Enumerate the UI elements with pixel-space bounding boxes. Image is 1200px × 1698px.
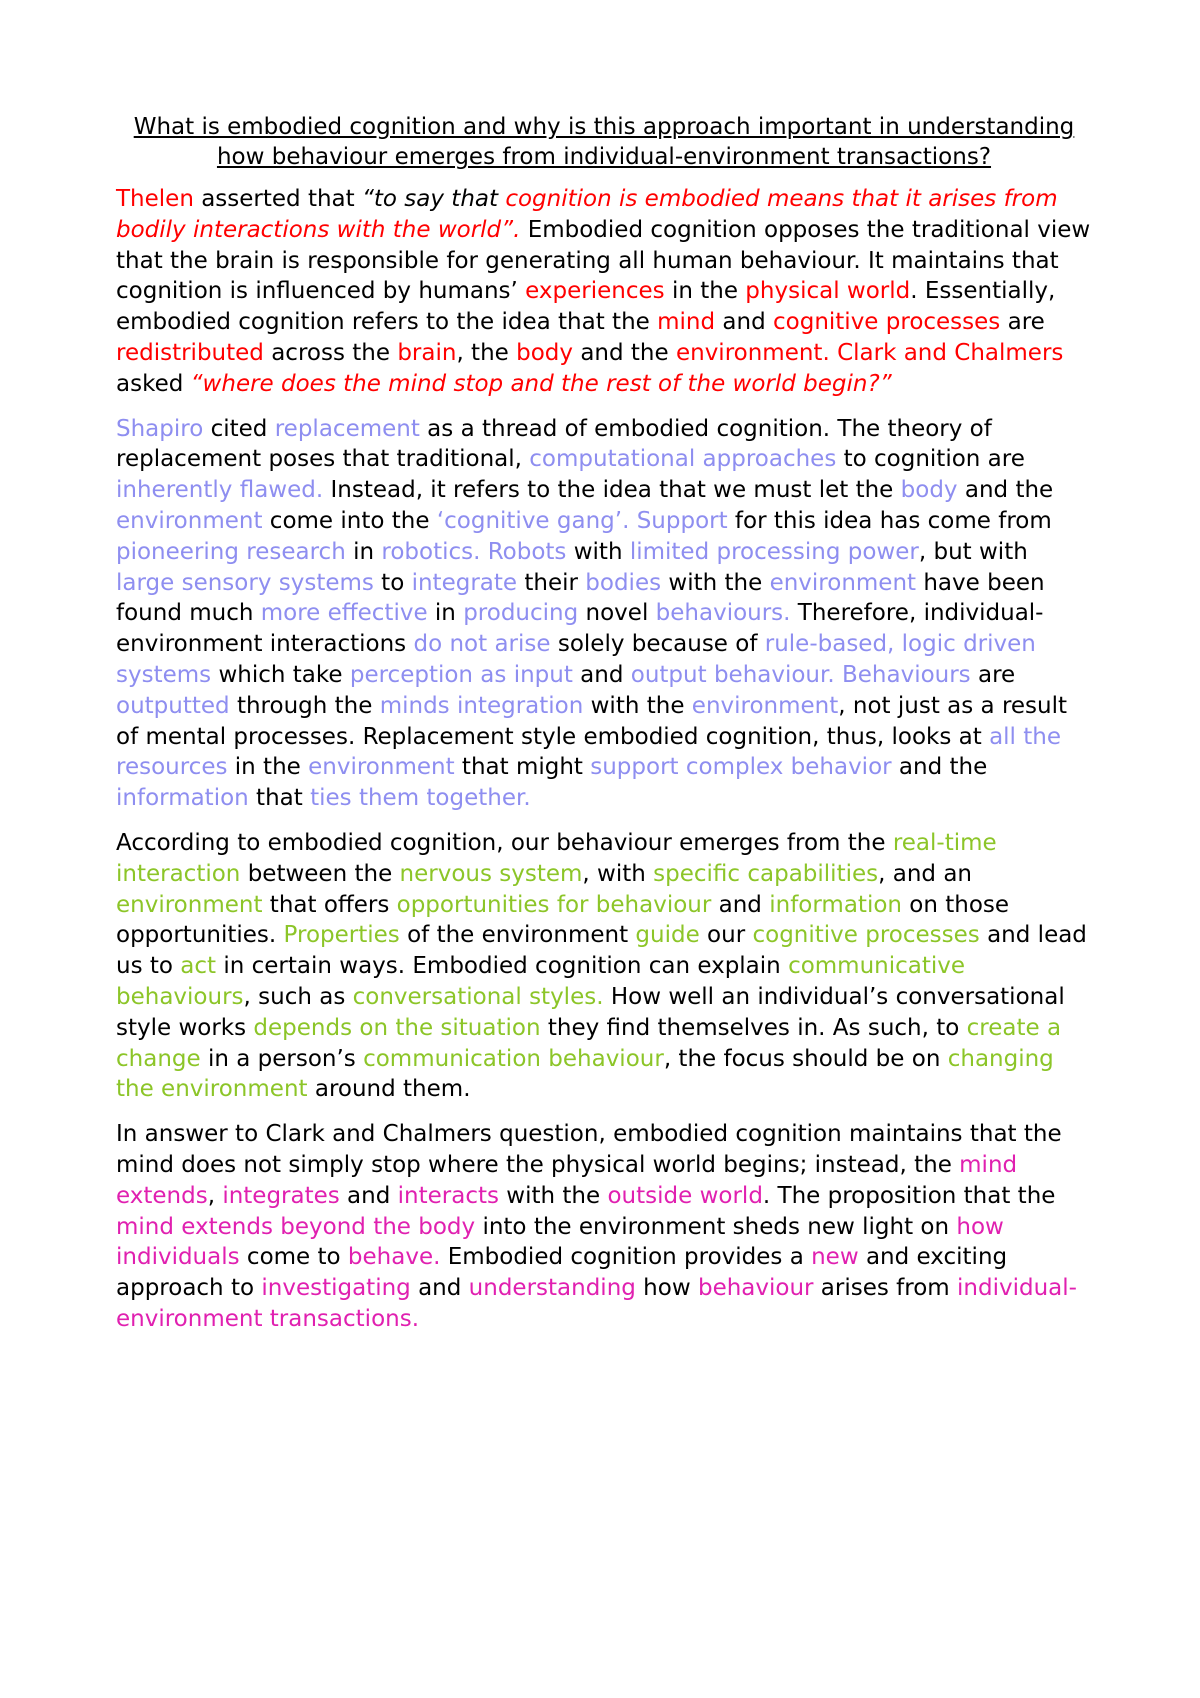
text-run: interacts	[397, 1182, 499, 1209]
text-run: pioneering research	[116, 538, 346, 565]
text-run: environment	[308, 754, 455, 781]
text-run: that	[248, 785, 311, 812]
text-run: into the environment sheds new light on	[475, 1213, 957, 1240]
text-run: information	[116, 785, 249, 812]
text-run: body	[900, 477, 958, 504]
text-run: that offers	[262, 891, 397, 918]
text-run: behaviour	[697, 1275, 814, 1302]
text-run: According to embodied cognition, our behaviour emerges from the	[116, 829, 893, 856]
text-run: nervous system	[399, 860, 583, 887]
text-run: act	[180, 953, 217, 980]
text-run: experiences	[525, 278, 665, 305]
text-run: communication behaviour	[363, 1045, 664, 1072]
text-run: perception as input	[349, 661, 573, 688]
text-run: to	[373, 569, 412, 596]
text-run: opportunities for behaviour	[396, 891, 712, 918]
text-run: limited processing power	[629, 538, 919, 565]
text-run: support complex behavior	[590, 754, 892, 781]
text-run: behave.	[347, 1244, 441, 1271]
text-run: “to say that	[361, 186, 506, 212]
text-run: come to	[239, 1244, 348, 1271]
text-run: and exciting approach to	[116, 1244, 1015, 1302]
paragraph-replacement	[116, 414, 1092, 814]
text-run: with the	[583, 692, 692, 719]
text-run: behaviours.	[655, 600, 791, 627]
text-run: individual-environment transactions.	[116, 1275, 1077, 1332]
text-run: on those opportunities.	[116, 891, 1017, 949]
text-run: Thelen	[116, 186, 194, 212]
text-run: solely because of	[550, 631, 765, 658]
text-run: more effective	[260, 600, 428, 627]
text-run: large sensory systems	[116, 569, 374, 596]
text-run: integrates	[222, 1182, 340, 1209]
text-run: create a change	[116, 1014, 1069, 1072]
text-run: mind extends	[116, 1151, 1025, 1209]
text-run: cognitive processes	[752, 922, 980, 949]
text-run: they find themselves in. As such, to	[540, 1014, 967, 1041]
text-run: are	[970, 661, 1023, 688]
text-run: of the environment	[399, 922, 636, 949]
text-run: , and an	[878, 860, 980, 887]
text-run: their	[517, 569, 586, 596]
paragraph-definition	[116, 184, 1098, 400]
text-run: and	[715, 309, 773, 336]
text-run: asserted that	[193, 186, 362, 212]
document-body	[116, 112, 1098, 1349]
text-run: mind extends beyond the body	[116, 1213, 476, 1240]
text-run: bodies	[585, 569, 662, 596]
paragraph-behaviour-emergence	[116, 828, 1095, 1105]
text-run: , with	[582, 860, 654, 887]
text-run: integrate	[411, 569, 518, 596]
text-run: how individuals	[116, 1213, 1012, 1271]
text-run: and the	[891, 754, 995, 781]
text-run: Embodied cognition provides a	[440, 1244, 812, 1271]
text-run: specific capabilities	[653, 860, 879, 887]
text-run: , such as	[243, 983, 353, 1010]
text-run: with the	[499, 1182, 608, 1209]
text-run: redistributed	[116, 339, 264, 366]
text-run: Instead, it refers to the idea that we must let the	[323, 477, 901, 504]
text-run: through the	[229, 692, 380, 719]
text-run: in	[427, 600, 464, 627]
text-run: environment	[116, 507, 263, 534]
text-run: Therefore, individual-environment interactions	[116, 600, 1044, 658]
text-run: for this idea has come from	[727, 507, 1060, 534]
text-run: producing	[463, 600, 579, 627]
text-run: , but with	[918, 538, 1036, 565]
text-run: do not arise	[413, 631, 551, 658]
text-run: come into the	[262, 507, 437, 534]
text-run: Properties	[283, 922, 400, 949]
text-run: cited	[203, 415, 275, 442]
text-run: understanding	[468, 1275, 636, 1302]
text-run: inherently flawed.	[116, 477, 324, 504]
text-run: asked	[116, 339, 1071, 397]
text-run: , the focus should be on	[663, 1045, 948, 1072]
text-run: output behaviour. Behaviours	[630, 661, 971, 688]
text-run: which take	[211, 661, 350, 688]
text-run: environment	[769, 569, 917, 596]
text-run: . The proposition that the	[762, 1182, 1063, 1209]
text-run: outputted	[116, 692, 230, 719]
text-run: as a thread of embodied cognition. The theory of replacement poses that traditional,	[116, 415, 1000, 473]
text-run: robotics. Robots	[381, 538, 567, 565]
text-run: all the resources	[116, 723, 1069, 781]
text-run: How well an individual’s conversational style works	[116, 983, 1073, 1041]
text-run: communicative behaviours	[116, 953, 973, 1010]
document-title: What is embodied cognition and why is this approach important in understanding how behaviour emerges from individual-environment transactions?	[133, 114, 1075, 170]
text-run: brain	[397, 339, 457, 366]
text-run: and	[572, 661, 631, 688]
text-run: outside world	[607, 1182, 763, 1209]
text-run: “where does the mind stop and the rest of the world begin?”	[190, 370, 892, 397]
text-run: Embodied cognition opposes the traditional view that the brain is responsible for generating all human behaviour. It maintains that cognition is influenced by humans’	[116, 216, 1098, 305]
paragraph-conclusion	[116, 1119, 1092, 1335]
text-run: with the	[661, 569, 770, 596]
text-run: mind	[657, 309, 716, 336]
text-run: conversational styles.	[352, 983, 604, 1010]
text-run: Shapiro	[116, 415, 204, 442]
text-run: cognitive processes	[773, 309, 1001, 336]
text-run: rule-based, logic driven systems	[116, 631, 1044, 688]
text-run: between the	[240, 860, 400, 887]
text-run: In answer to Clark and Chalmers question, embodied cognition maintains that the mind does not simply stop where the physical world begins; instead, the	[116, 1121, 1069, 1178]
text-run: around them.	[307, 1076, 471, 1103]
text-run: ‘cognitive gang’. Support	[436, 507, 728, 534]
text-run: are	[1000, 309, 1053, 336]
text-run: with	[566, 538, 630, 565]
text-run: have been found much	[116, 569, 1052, 627]
text-run: novel	[578, 600, 656, 627]
text-run: across the	[263, 339, 398, 366]
text-run: investigating	[261, 1275, 411, 1302]
text-run: new	[811, 1244, 859, 1271]
text-run: , the	[456, 339, 517, 366]
text-run: physical world	[745, 278, 911, 305]
text-run: environment. Clark and Chalmers	[675, 339, 1064, 366]
text-run: in certain ways. Embodied cognition can explain	[216, 953, 789, 980]
text-run: how	[635, 1275, 698, 1302]
text-run: information	[769, 891, 902, 918]
text-run: and lead us to	[116, 922, 1095, 980]
text-run: body	[516, 339, 574, 366]
text-run: depends on the situation	[253, 1014, 541, 1041]
text-run: computational approaches	[529, 446, 837, 473]
text-run: environment	[116, 891, 263, 918]
text-run: and the	[573, 339, 676, 366]
text-run: minds integration	[379, 692, 584, 719]
text-run: real-time interaction	[116, 829, 1004, 887]
text-run: and	[339, 1182, 398, 1209]
text-run: cognition is embodied means that it arises from bodily interactions with the world”.	[116, 186, 1065, 243]
text-run: in a person’s	[200, 1045, 364, 1072]
text-run: environment	[691, 692, 839, 719]
text-run: arises from	[813, 1275, 958, 1302]
text-run: and	[711, 891, 770, 918]
text-run: . Essentially, embodied cognition refers to the idea that the	[116, 278, 1063, 336]
text-run: , not just as a result of mental processes. Replacement style embodied cognition, thus, looks at	[116, 692, 1075, 750]
text-run: in	[345, 538, 382, 565]
text-run: and	[410, 1275, 469, 1302]
text-run: ties them together.	[310, 785, 531, 812]
text-run: that might	[454, 754, 591, 781]
text-run: to cognition are	[836, 446, 1033, 473]
text-run: changing the environment	[116, 1045, 1062, 1103]
text-run: in the	[664, 278, 746, 305]
text-run: in the	[227, 754, 309, 781]
text-run: guide	[635, 922, 700, 949]
text-run: and the	[957, 477, 1061, 504]
text-run: our	[699, 922, 753, 949]
text-run: replacement	[274, 415, 420, 442]
text-run: ,	[207, 1182, 223, 1209]
